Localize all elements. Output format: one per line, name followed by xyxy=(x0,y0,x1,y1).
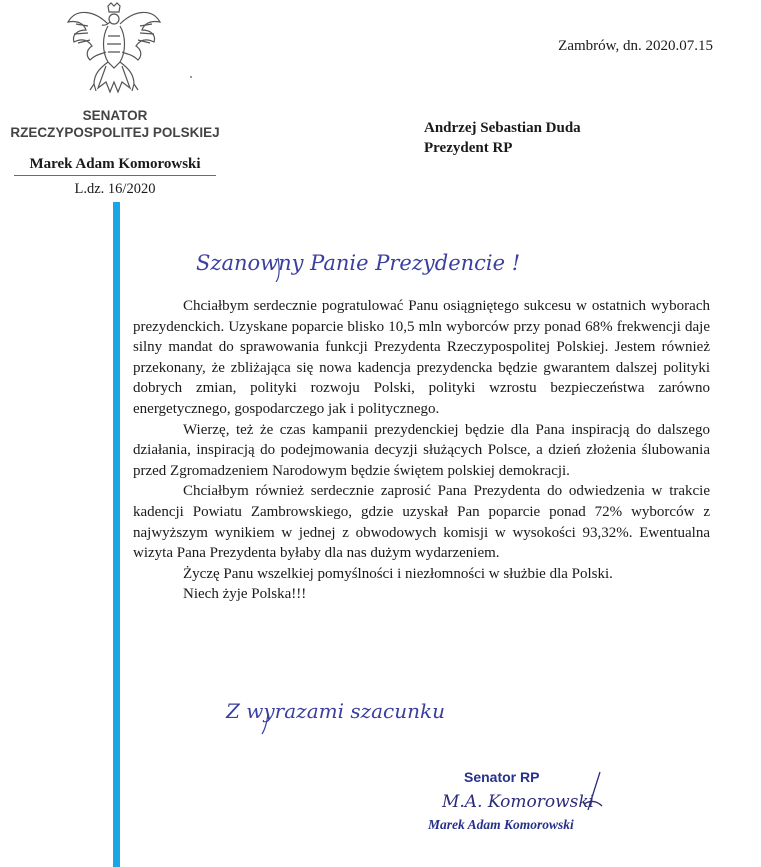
body-paragraph-2: Wierzę, też że czas kampanii prezydenckiej będzie dla Pana inspiracją do dalszego działania, inspiracją do podejmowania decyzji służących Polsce, a dzień złożenia ślubowania przed Zgromadzeniem Narodowym będzie świętem polskiej demokracji. xyxy=(133,421,710,479)
salutation-text: Szanowny Panie Prezydencie ! xyxy=(196,251,521,275)
sender-name: Marek Adam Komorowski xyxy=(14,156,216,176)
signature-title: Senator RP xyxy=(464,769,540,785)
body-paragraph-4: Życzę Panu wszelkiej pomyślności i niezłomności w służbie dla Polski. xyxy=(183,565,613,582)
senator-header-line1: SENATOR xyxy=(82,108,148,123)
senator-header-line2: RZECZYPOSPOLITEJ POLSKIEJ xyxy=(10,125,220,140)
reference-number: L.dz. 16/2020 xyxy=(74,181,156,197)
closing-text: Z wyrazami szacunku xyxy=(226,699,446,723)
polish-eagle-emblem-icon xyxy=(64,2,164,94)
handwritten-closing xyxy=(224,688,504,738)
recipient-block xyxy=(424,118,581,158)
accent-bar xyxy=(113,202,120,867)
body-paragraph-1: Chciałbym serdecznie pogratulować Panu osiągniętego sukcesu w ostatnich wyborach prezydenckich. Uzyskane poparcie blisko 10,5 mln wyborców przy ponad 68% frekwencji daje silny mandat do sprawowania funkcji Prezydenta Rzeczypospolitej Polskiej. Jestem również przekonany, że zbliżająca się nowa kadencja prezydencka będzie gwarantem dalszej polityki dobrych zmian, polityki rozwoju Polski, polityki wzrostu bezpieczeństwa zarówno energetycznego, gospodarczego jak i politycznego. xyxy=(133,298,710,417)
decorative-dot xyxy=(190,76,192,78)
signature-handwritten-text: M.A. Komorowski xyxy=(442,792,595,812)
recipient-title: Prezydent RP xyxy=(424,140,513,156)
senator-office-header xyxy=(6,107,224,141)
body-paragraph-5: Niech żyje Polska!!! xyxy=(183,586,307,603)
handwritten-salutation xyxy=(192,240,552,282)
letter-body xyxy=(133,296,710,605)
place-and-date: Zambrów, dn. 2020.07.15 xyxy=(558,38,713,54)
recipient-name: Andrzej Sebastian Duda xyxy=(424,120,581,136)
signature-name: Marek Adam Komorowski xyxy=(428,817,574,832)
handwritten-signature xyxy=(438,770,608,820)
body-paragraph-3: Chciałbym również serdecznie zaprosić Pana Prezydenta do odwiedzenia w trakcie kadencji Powiatu Zambrowskiego, gdzie uzyskał Pan poparcie ponad 72% wyborców z najwyższym wynikiem w jednej z obwodowych komisji w wysokości 93,32%. Ewentualna wizyta Pana Prezydenta byłaby dla nas dużym wydarzeniem. xyxy=(133,483,710,562)
